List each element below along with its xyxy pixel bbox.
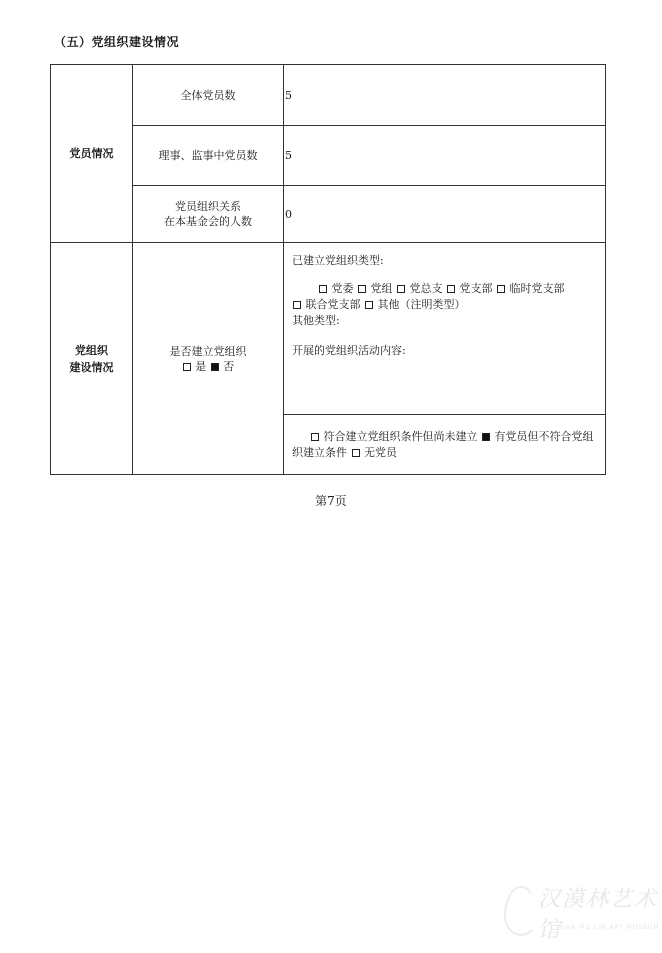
type-label-party-group: 党组 [370, 282, 393, 295]
section-title: （五）党组织建设情况 [54, 35, 180, 49]
condition-label-no-members: 无党员 [364, 445, 397, 459]
registered-members-label-line2: 在本基金会的人数 [164, 215, 252, 228]
yes-checkbox[interactable] [183, 363, 191, 371]
type-label-joint-branch: 联合党支部 [305, 298, 361, 311]
type-checkbox-party-committee[interactable] [319, 285, 327, 293]
established-type-label: 已建立党组织类型: [292, 254, 384, 267]
type-checkbox-branch[interactable] [447, 285, 455, 293]
table-row [51, 65, 606, 126]
type-label-temporary-branch: 临时党支部 [509, 282, 565, 295]
table-row [51, 126, 606, 186]
condition-label-eligible-not-established: 符合建立党组织条件但尚未建立 [323, 429, 478, 443]
org-type-options [292, 281, 597, 297]
registered-members-label-line1: 党员组织关系 [175, 200, 241, 213]
type-label-party-committee: 党委 [331, 282, 354, 295]
type-checkbox-temporary-branch[interactable] [497, 285, 505, 293]
no-option-label: 否 [223, 359, 235, 373]
org-category-line1: 党组织 [75, 343, 108, 357]
page-number: 第7页 [315, 494, 347, 508]
members-category-label: 党员情况 [69, 147, 114, 160]
type-label-branch: 党支部 [459, 282, 493, 295]
condition-label-members-not-eligible: 有党员但不符合党组织建立条件 [292, 429, 594, 459]
table-row [51, 243, 606, 415]
total-members-value: 5 [284, 65, 606, 126]
condition-checkbox-no-members[interactable] [352, 449, 360, 457]
activities-label: 开展的党组织活动内容: [292, 344, 406, 357]
org-category-cell [51, 243, 133, 475]
watermark-chinese: 汉漠林艺术馆 [538, 887, 659, 943]
org-category-line2: 建设情况 [69, 360, 114, 374]
board-members-value: 5 [284, 126, 606, 186]
type-checkbox-other[interactable] [365, 301, 373, 309]
party-organization-table [50, 64, 606, 475]
org-type-options-line2 [292, 297, 597, 313]
condition-checkbox-members-not-eligible[interactable] [482, 433, 490, 441]
org-answer-options [133, 359, 283, 374]
total-members-label: 全体党员数 [133, 65, 284, 126]
museum-watermark [500, 878, 660, 948]
other-types-label: 其他类型: [292, 314, 340, 327]
board-members-label: 理事、监事中党员数 [133, 126, 284, 186]
registered-members-label-cell [133, 186, 284, 243]
type-checkbox-general-branch[interactable] [397, 285, 405, 293]
members-category-cell [51, 65, 133, 243]
watermark-english: HAN MO LIN ART MUSEUM [560, 924, 660, 931]
condition-checkbox-eligible-not-established[interactable] [311, 433, 319, 441]
type-checkbox-joint-branch[interactable] [293, 301, 301, 309]
org-question-label: 是否建立党组织 [169, 344, 247, 358]
no-checkbox[interactable] [211, 363, 219, 371]
type-checkbox-party-group[interactable] [358, 285, 366, 293]
table-row [51, 186, 606, 243]
org-types-cell [284, 243, 606, 415]
yes-option-label: 是 [195, 359, 207, 373]
org-conditions-cell [284, 415, 606, 475]
type-label-general-branch: 党总支 [409, 282, 443, 295]
type-label-other: 其他（注明类型） [377, 298, 466, 311]
museum-logo-icon [504, 886, 538, 936]
org-question-cell [133, 243, 284, 475]
registered-members-value: 0 [284, 186, 606, 243]
